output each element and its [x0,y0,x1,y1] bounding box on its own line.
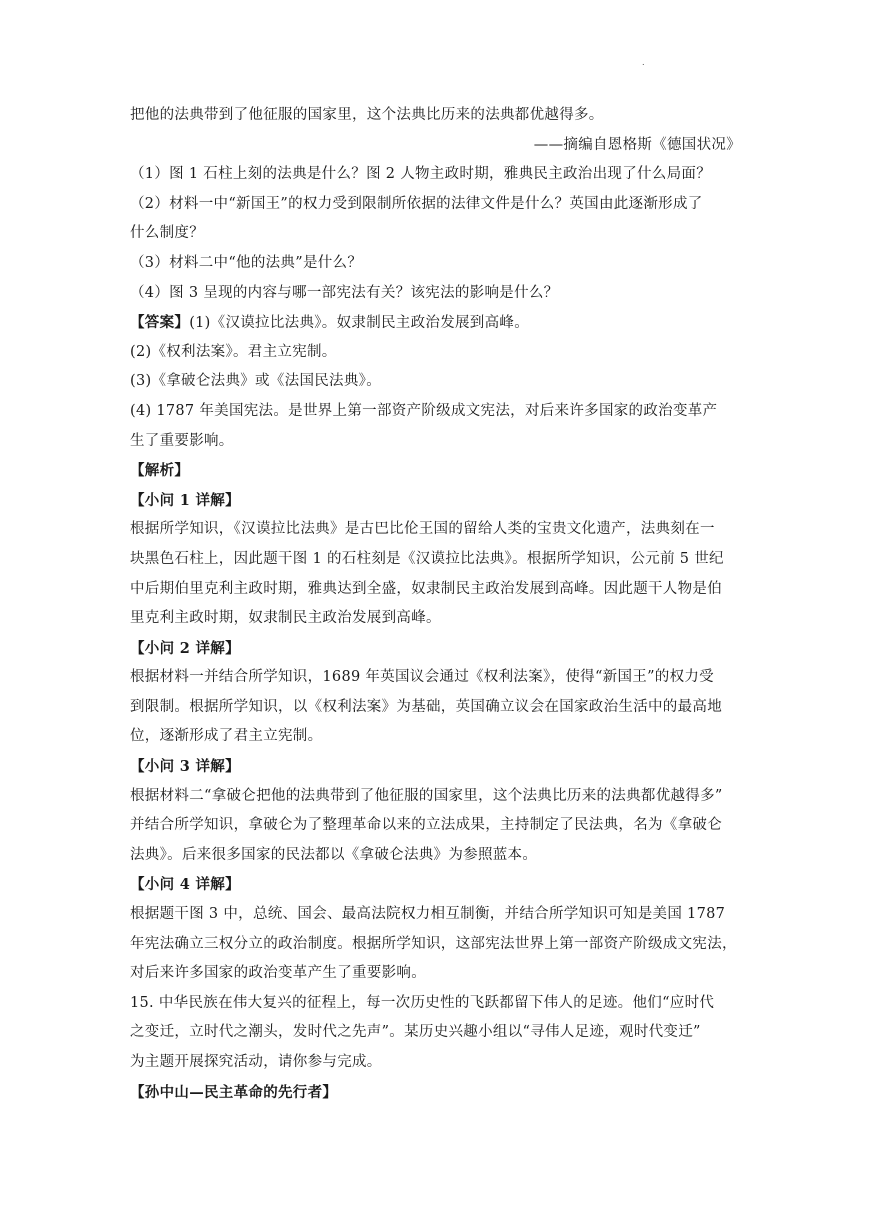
analysis-4-line: 对后来许多国家的政治变革产生了重要影响。 [130,965,426,982]
sub-question-3-heading: 【小问 3 详解】 [130,758,240,776]
citation-line: ——摘编自恩格斯《德国状况》 [533,136,741,153]
sub-question-4-heading: 【小问 4 详解】 [130,876,240,894]
analysis-4-line: 根据题干图 3 中，总统、国会、最高法院权力相互制衡，并结合所学知识可知是美国 1787 [130,906,726,923]
section-heading: 【孙中山—民主革命的先行者】 [130,1083,338,1101]
page-mark: . [642,58,645,67]
analysis-3-line: 根据材料二“拿破仑把他的法典带到了他征服的国家里，这个法典比历来的法典都优越得多” [130,787,723,804]
text-line: 把他的法典带到了他征服的国家里，这个法典比历来的法典都优越得多。 [130,107,604,123]
analysis-2-line: 根据材料一并结合所学知识，1689 年英国议会通过《权利法案》，使得“新国王”的权力受 [130,669,714,686]
analysis-2-line: 位，逐渐形成了君主立宪制。 [130,728,323,745]
question-15-line: 之变迁，立时代之潮头，发时代之先声”。某历史兴趣小组以“寻伟人足迹，观时代变迁” [130,1024,701,1041]
analysis-1-line: 里克利主政时期，奴隶制民主政治发展到高峰。 [130,610,441,627]
answer-2: (2)《权利法案》。君主立宪制。 [130,343,337,360]
analysis-3-line: 法典》。后来很多国家的民法都以《拿破仑法典》为参照蓝本。 [130,846,538,863]
sub-question-1-heading: 【小问 1 详解】 [130,491,240,509]
sub-question-2-heading: 【小问 2 详解】 [130,639,240,657]
analysis-2-line: 到限制。根据所学知识，以《权利法案》为基础，英国确立议会在国家政治生活中的最高地 [130,698,722,715]
question-1: （1）图 1 石柱上刻的法典是什么？图 2 人物主政时期，雅典民主政治出现了什么局面？ [130,166,712,183]
question-3: （3）材料二中“他的法典”是什么？ [130,254,363,271]
answer-heading: 【答案】 [130,314,190,332]
analysis-4-line: 年宪法确立三权分立的政治制度。根据所学知识，这部宪法世界上第一部资产阶级成文宪法， [130,935,737,952]
analysis-3-line: 并结合所学知识，拿破仑为了整理革命以来的立法成果，主持制定了民法典，名为《拿破仑 [130,817,722,834]
question-2: （2）材料一中“新国王”的权力受到限制所依据的法律文件是什么？英国由此逐渐形成了 [130,195,703,212]
answer-4: (4) 1787 年美国宪法。是世界上第一部资产阶级成文宪法，对后来许多国家的政治变革产 [130,402,718,419]
question-15-line: 15. 中华民族在伟大复兴的征程上，每一次历史性的飞跃都留下伟人的足迹。他们“应时代 [130,994,715,1011]
analysis-1-line: 块黑色石柱上，因此题干图 1 的石柱刻是《汉谟拉比法典》。根据所学知识，公元前 5 世纪 [130,550,724,567]
question-4: （4）图 3 呈现的内容与哪一部宪法有关？该宪法的影响是什么？ [130,284,559,301]
analysis-1-line: 根据所学知识，《汉谟拉比法典》是古巴比伦王国的留给人类的宝贵文化遗产，法典刻在一 [130,521,715,538]
answer-3: (3)《拿破仑法典》或《法国民法典》。 [130,373,381,390]
question-15-line: 为主题开展探究活动，请你参与完成。 [130,1054,382,1070]
question-2-cont: 什么制度？ [130,225,204,242]
document-body [130,101,741,1107]
answer-1-text: (1)《汉谟拉比法典》。奴隶制民主政治发展到高峰。 [189,315,529,332]
answer-1 [130,308,741,338]
analysis-heading: 【解析】 [130,462,190,480]
analysis-1-line: 中后期伯里克利主政时期，雅典达到全盛，奴隶制民主政治发展到高峰。因此题干人物是伯 [130,580,722,597]
answer-4-cont: 生了重要影响。 [130,432,234,449]
